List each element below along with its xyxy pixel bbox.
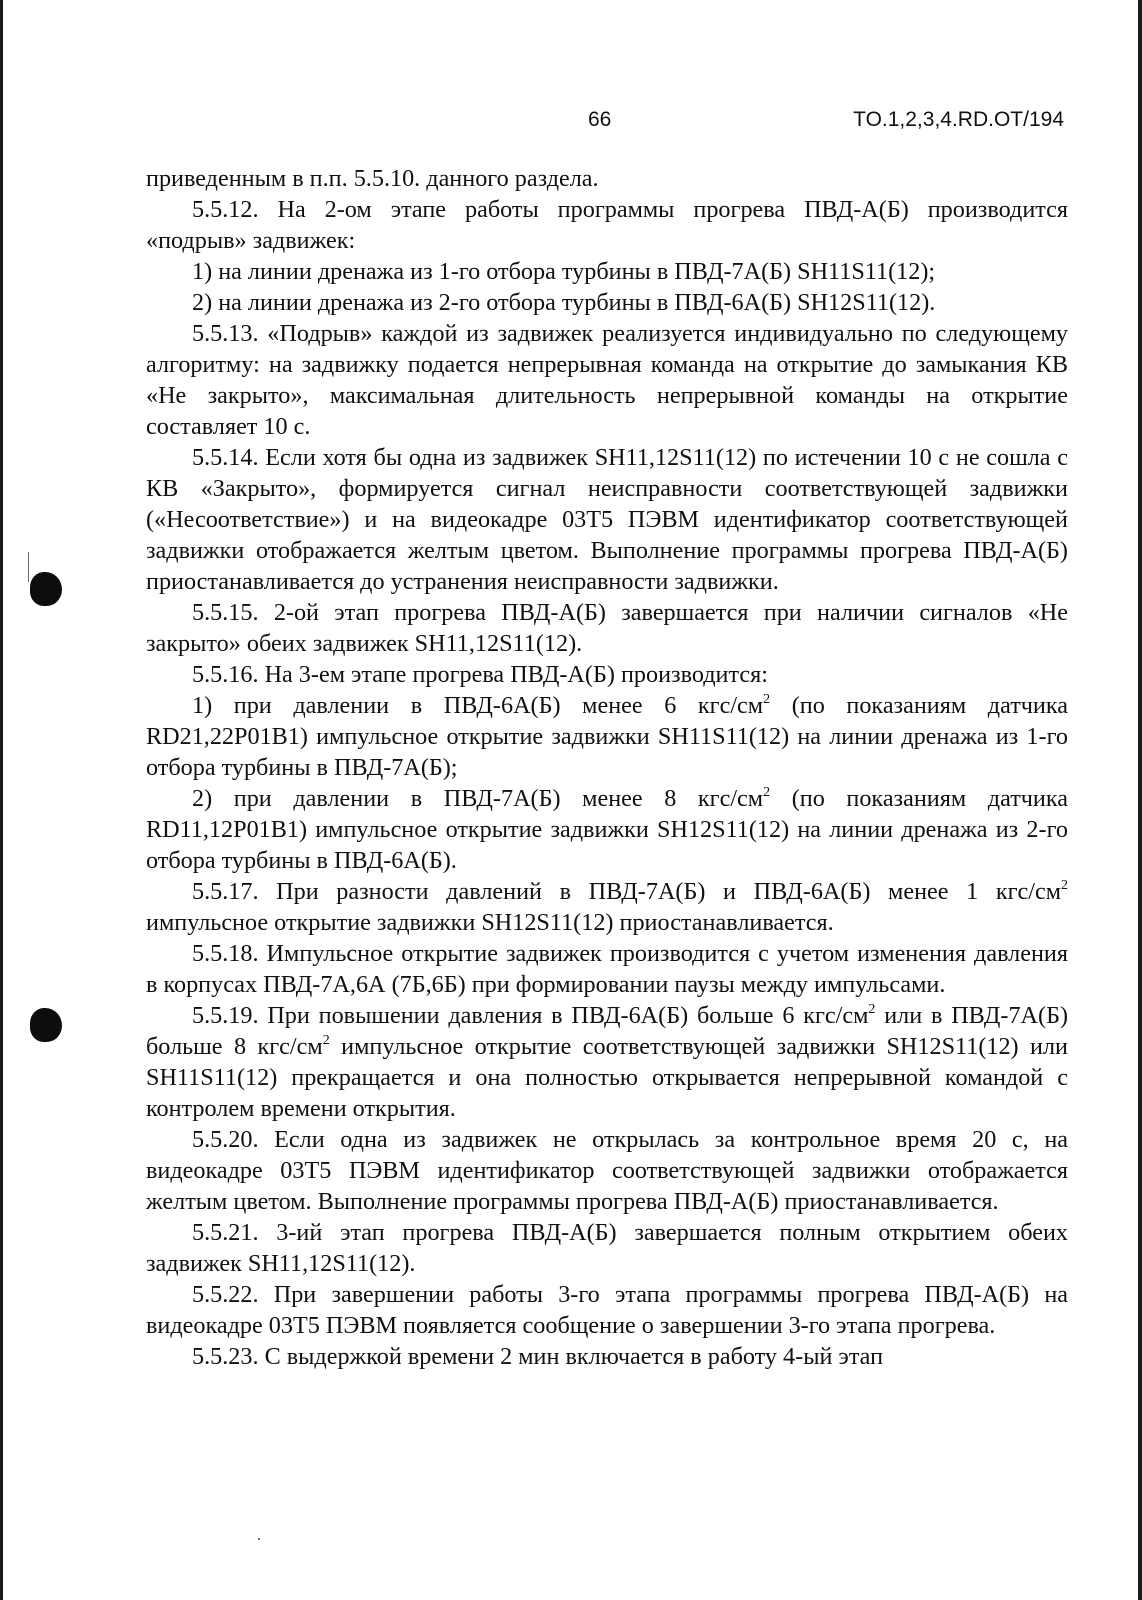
text-run: 5.5.17. При разности давлений в ПВД-7А(Б) и ПВД-6А(Б) менее 1 кгс/см [192, 878, 1061, 905]
paragraph-5-5-18: 5.5.18. Импульсное открытие задвижек производится с учетом изменения давления в корпусах ПВД-7А,6А (7Б,6Б) при формировании паузы между импульсами. [146, 940, 1068, 998]
text-run: 1) при давлении в ПВД-6А(Б) менее 6 кгс/см [192, 692, 764, 719]
superscript-2: 2 [322, 1033, 330, 1048]
paragraph-5-5-13: 5.5.13. «Подрыв» каждой из задвижек реализуется индивидуально по следующему алгоритму: на задвижку подается непрерывная команда на открытие до замыкания КВ «Не закрыто», максимальная длительность непрерывной команды на открытие составляет 10 с. [146, 320, 1068, 440]
paragraph-5-5-16: 5.5.16. На 3-ем этапе прогрева ПВД-А(Б) производится: [192, 661, 768, 688]
margin-mark [28, 552, 29, 582]
text-run: 2) при давлении в ПВД-7А(Б) менее 8 кгс/см [192, 785, 764, 812]
list-item-5-5-16-1 [146, 690, 1068, 783]
superscript-2: 2 [763, 785, 771, 800]
paragraph-5-5-19 [146, 1000, 1068, 1124]
text-run: импульсное открытие соответствующей задвижки SH12S11(12) или SH11S11(12) прекращается и она полностью открывается непрерывной командой с контролем времени открытия. [146, 1033, 1069, 1122]
document-code: TO.1,2,3,4.RD.OT/194 [853, 108, 1064, 131]
text-run: (по показаниям датчика RD11,12P01B1) импульсное открытие задвижки SH12S11(12) на линии дренажа из 2-го отбора турбины в ПВД-6А(Б). [146, 785, 1068, 874]
document-body [146, 163, 1068, 1372]
paragraph-5-5-14: 5.5.14. Если хотя бы одна из задвижек SH11,12S11(12) по истечении 10 с не сошла с КВ «Закрыто», формируется сигнал неисправности соответствующей задвижки («Несоответствие») и на видеокадре 03Т5 ПЭВМ идентификатор соответствующей задвижки отображается желтым цветом. Выполнение программы прогрева ПВД-А(Б) приостанавливается до устранения неисправности задвижки. [146, 444, 1068, 595]
paragraph-5-5-17 [146, 876, 1068, 938]
scan-edge-right [1138, 0, 1142, 1600]
superscript-2: 2 [1061, 878, 1068, 893]
text-run: или в ПВД-7А(Б) больше 8 кгс/см [146, 1002, 1069, 1060]
scan-speck [258, 1538, 260, 1540]
scan-edge-left [0, 0, 3, 1600]
page-header [0, 108, 1142, 138]
punch-hole-bottom [30, 1008, 62, 1042]
text-run: 5.5.19. При повышении давления в ПВД-6А(Б) больше 6 кгс/см [192, 1002, 869, 1029]
list-item-5-5-12-1: 1) на линии дренажа из 1-го отбора турбины в ПВД-7А(Б) SH11S11(12); [192, 258, 936, 285]
paragraph-5-5-20: 5.5.20. Если одна из задвижек не открылась за контрольное время 20 с, на видеокадре 03Т5 ПЭВМ идентификатор соответствующей задвижки отображается желтым цветом. Выполнение программы прогрева ПВД-А(Б) приостанавливается. [146, 1126, 1068, 1215]
paragraph-5-5-21: 5.5.21. 3-ий этап прогрева ПВД-А(Б) завершается полным открытием обеих задвижек SH11,12S11(12). [146, 1219, 1068, 1277]
paragraph-5-5-15: 5.5.15. 2-ой этап прогрева ПВД-А(Б) завершается при наличии сигналов «Не закрыто» обеих задвижек SH11,12S11(12). [146, 599, 1068, 657]
paragraph-5-5-12: 5.5.12. На 2-ом этапе работы программы прогрева ПВД-А(Б) производится «подрыв» задвижек: [146, 196, 1068, 254]
paragraph-5-5-22: 5.5.22. При завершении работы 3-го этапа программы прогрева ПВД-А(Б) на видеокадре 03Т5 ПЭВМ появляется сообщение о завершении 3-го этапа прогрева. [146, 1281, 1068, 1339]
punch-hole-top [30, 572, 62, 606]
page-number: 66 [588, 108, 612, 131]
list-item-5-5-12-2: 2) на линии дренажа из 2-го отбора турбины в ПВД-6А(Б) SH12S11(12). [192, 289, 936, 316]
paragraph-5-5-23: 5.5.23. С выдержкой времени 2 мин включается в работу 4-ый этап [192, 1343, 884, 1370]
text-run: импульсное открытие задвижки SH12S11(12) приостанавливается. [146, 909, 834, 936]
superscript-2: 2 [763, 692, 771, 707]
paragraph-intro: приведенным в п.п. 5.5.10. данного раздела. [146, 165, 599, 192]
text-run: (по показаниям датчика RD21,22P01B1) импульсное открытие задвижки SH11S11(12) на линии дренажа из 1-го отбора турбины в ПВД-7А(Б); [146, 692, 1068, 781]
superscript-2: 2 [868, 1002, 876, 1017]
list-item-5-5-16-2 [146, 783, 1068, 876]
